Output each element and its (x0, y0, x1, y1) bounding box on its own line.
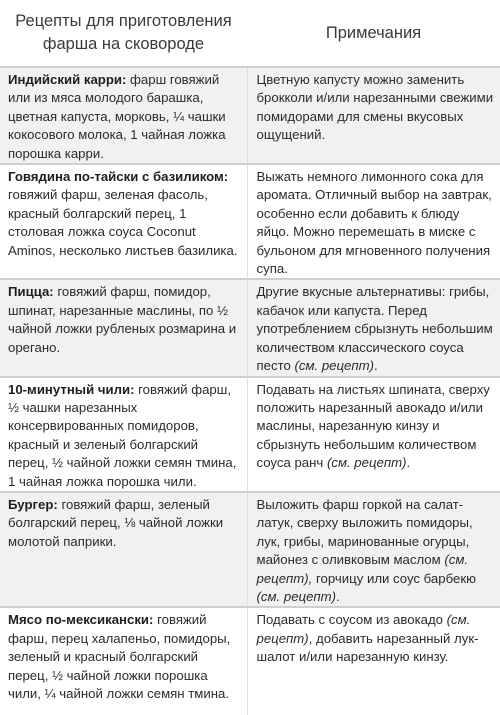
table-row (0, 377, 500, 492)
recipe-cell (0, 377, 247, 492)
dish-name: Бургер: (8, 496, 58, 512)
note-reference-2: (см. рецепт) (256, 588, 337, 604)
note-cell (247, 164, 500, 279)
recipe-cell (0, 279, 247, 376)
recipe-cell (0, 607, 247, 715)
dish-name: Мясо по-мексикански: (8, 612, 154, 628)
dish-ingredients: говяжий фарш, зеленый болгарский перец, ⅛ чайной ложки молотой паприки. (8, 496, 224, 549)
note-tail: горчицу или соус барбекю (312, 570, 476, 586)
note-tail-2: . (336, 588, 340, 604)
dish-ingredients: фарш говяжий или из мяса молодого барашка, цветная капуста, морковь, ¼ чашки кокосового молока, 1 чайная ложка порошка карри. (8, 72, 226, 161)
table-row (0, 607, 500, 715)
dish-ingredients: говяжий фарш, зеленая фасоль, красный болгарский перец, 1 столовая ложка соуса Coconut Aminos, несколько листьев базилика. (8, 187, 238, 258)
note-tail: . (406, 455, 411, 471)
note-text: Выжать немного лимонного сока для аромата. Отличный выбор на завтрак, особенно если добавить к блюду яйцо. Можно перемешать в миске с бульоном для мгновенного получения супа. (256, 169, 492, 277)
note-reference: (см. рецепт) (294, 358, 374, 374)
recipe-cell (0, 67, 247, 164)
dish-ingredients: говяжий фарш, помидор, шпинат, нарезанные маслины, по ½ чайной ложки рубленых розмарина и орегано. (8, 284, 237, 355)
dish-ingredients: говяжий фарш, ½ чашки нарезанных консервированных помидоров, красный и зеленый болгарский перец, ½ чайной ложки семян тмина, 1 чайная ложка порошка чили. (8, 381, 237, 489)
table-row (0, 67, 500, 164)
note-reference: (см. рецепт) (326, 455, 407, 471)
note-text: Другие вкусные альтернативы: грибы, кабачок или капуста. Перед употреблением сбрызнуть небольшим количеством классического соуса песто (256, 284, 493, 374)
recipe-cell (0, 164, 247, 279)
note-cell (247, 492, 500, 607)
note-text: Цветную капусту можно заменить брокколи и/или нарезанными свежими помидорами для смены вкусовых ощущений. (256, 72, 494, 143)
note-cell (247, 607, 500, 715)
note-reference: (см. рецепт), (256, 552, 469, 586)
dish-name: Пицца: (8, 284, 54, 300)
note-text: Подавать на листьях шпината, сверху положить нарезанный авокадо и/или маслины, нарезанную кинзу и сбрызнуть небольшим количеством соуса ранч (256, 381, 490, 471)
dish-name: 10-минутный чили: (8, 381, 135, 397)
note-tail: , добавить нарезанный лук-шалот и/или нарезанную кинзу. (256, 630, 479, 665)
dish-name: Индийский карри: (8, 72, 127, 87)
note-cell (247, 67, 500, 164)
table-row (0, 164, 500, 279)
table-row (0, 279, 500, 376)
note-text: Выложить фарш горкой на салат-латук, сверху выложить помидоры, лук, грибы, маринованные огурцы, майонез с оливковым маслом (256, 496, 473, 568)
header-notes: Примечания (325, 23, 422, 42)
header-recipes: Рецепты для приготовления фарша на сковороде (15, 12, 232, 53)
note-tail: . (374, 358, 378, 374)
table-row (0, 492, 500, 607)
note-cell (247, 279, 500, 376)
table-header-row (0, 0, 500, 67)
dish-ingredients: говяжий фарш, перец халапеньо, помидоры, зеленый и красный болгарский перец, ½ чайной ложки порошка чили, ¼ чайной ложки семян тмина. (8, 612, 231, 701)
note-cell (247, 377, 500, 492)
recipe-cell (0, 492, 247, 607)
note-reference: (см. рецепт) (256, 612, 471, 646)
note-text: Подавать с соусом из авокадо (256, 612, 447, 628)
dish-name: Говядина по-тайски с базиликом: (8, 169, 229, 185)
